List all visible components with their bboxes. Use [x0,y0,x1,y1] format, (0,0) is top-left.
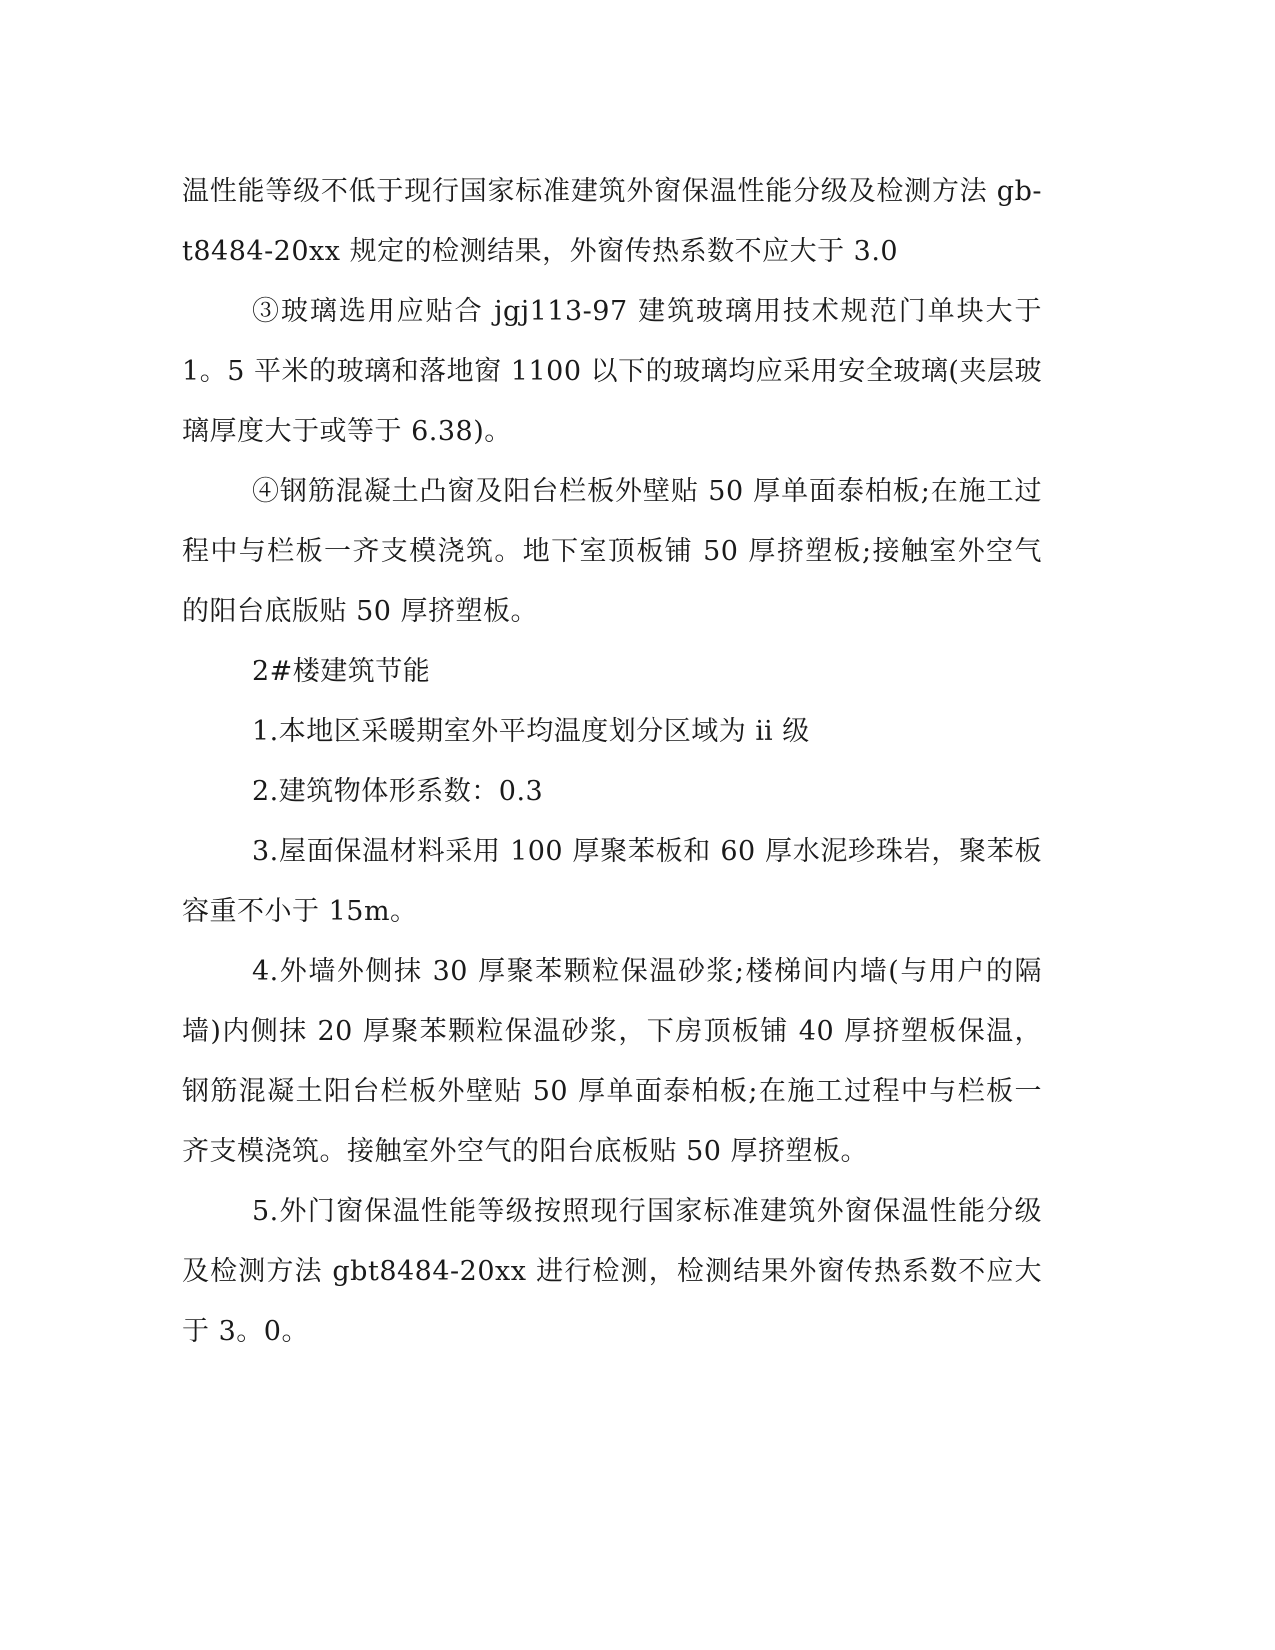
list-item-3: 3.屋面保温材料采用 100 厚聚苯板和 60 厚水泥珍珠岩，聚苯板容重不小于 15m。 [182,836,1042,927]
paragraph-window-insulation-continued: 温性能等级不低于现行国家标准建筑外窗保温性能分级及检测方法 gb-t8484-20xx 规定的检测结果，外窗传热系数不应大于 3.0 [182,176,1042,267]
list-item-1: 1.本地区采暖期室外平均温度划分区域为 ⅱ 级 [252,716,810,747]
list-item-2: 2.建筑物体形系数：0.3 [252,776,544,807]
list-item-5: 5.外门窗保温性能等级按照现行国家标准建筑外窗保温性能分级及检测方法 gbt8484-20xx 进行检测，检测结果外窗传热系数不应大于 3。0。 [182,1196,1042,1347]
document-body [182,162,1042,1362]
list-item-4: 4.外墙外侧抹 30 厚聚苯颗粒保温砂浆;楼梯间内墙(与用户的隔墙)内侧抹 20 厚聚苯颗粒保温砂浆，下房顶板铺 40 厚挤塑板保温，钢筋混凝土阳台栏板外壁贴 50 厚单面泰柏板;在施工过程中与栏板一齐支模浇筑。接触室外空气的阳台底板贴 50 厚挤塑板。 [182,956,1042,1167]
section-heading-building-2-energy: 2#楼建筑节能 [252,656,431,687]
paragraph-glass-selection: ③玻璃选用应贴合 jgj113-97 建筑玻璃用技术规范门单块大于 1。5 平米的玻璃和落地窗 1100 以下的玻璃均应采用安全玻璃(夹层玻璃厚度大于或等于 6.38)。 [182,296,1042,447]
paragraph-bay-window-balcony: ④钢筋混凝土凸窗及阳台栏板外壁贴 50 厚单面泰柏板;在施工过程中与栏板一齐支模浇筑。地下室顶板铺 50 厚挤塑板;接触室外空气的阳台底版贴 50 厚挤塑板。 [182,476,1042,627]
